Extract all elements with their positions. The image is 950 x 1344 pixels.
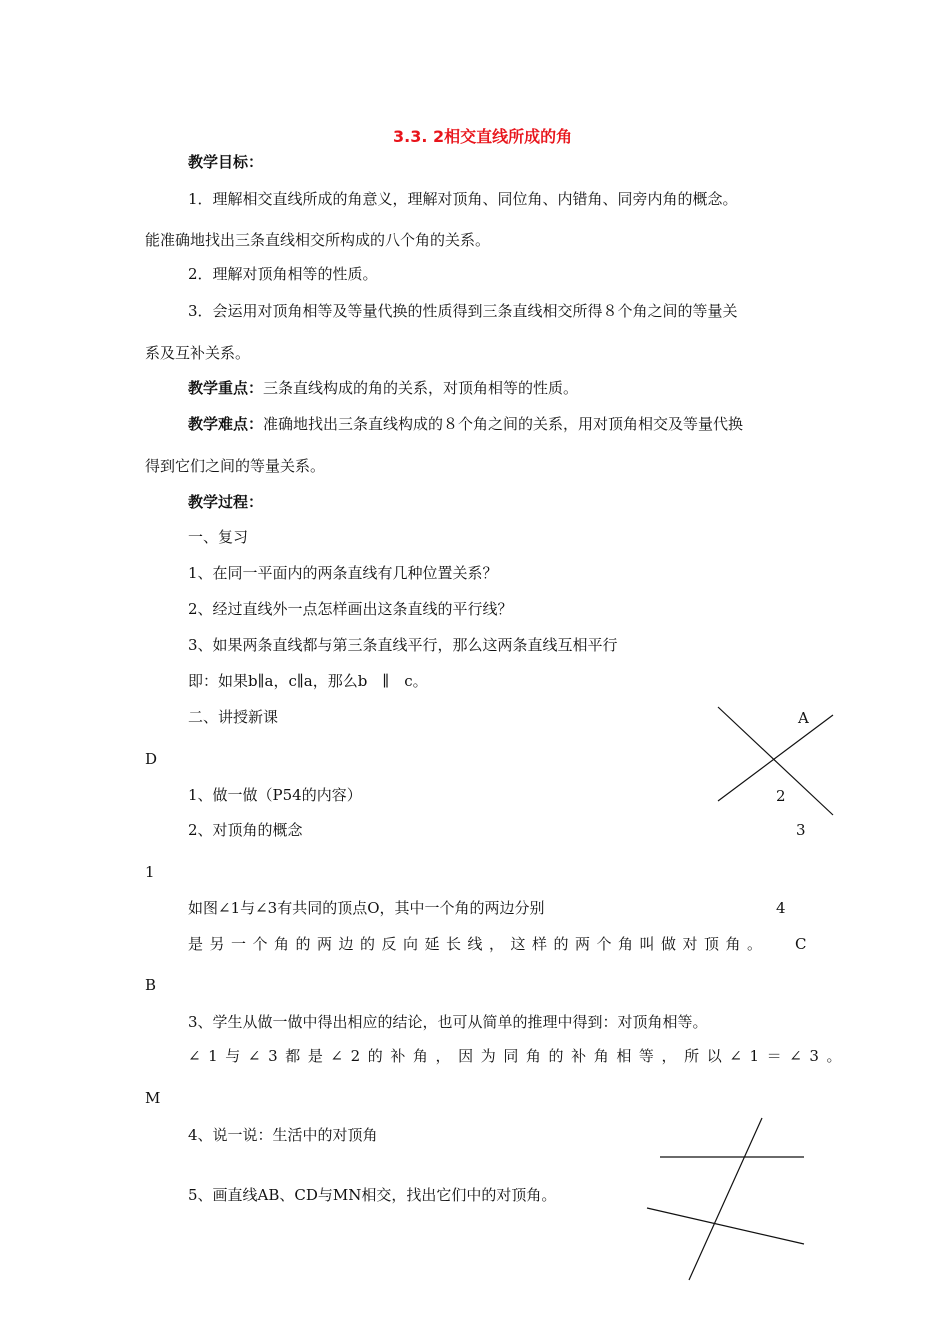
lesson-step-2-definition-2: 是另一个角的两边的反向延长线，这样的两个角叫做对顶角。	[188, 935, 769, 953]
difficulty-label: 教学难点：	[188, 415, 264, 433]
label-2: 2	[776, 787, 786, 805]
page-title: 3.3. 2相交直线所成的角	[393, 127, 573, 146]
lesson-step-5: 5、画直线AB、CD与MN相交，找出它们中的对顶角。	[188, 1186, 557, 1204]
key-point-label: 教学重点：	[188, 379, 264, 397]
goal-1-line-2: 能准确地找出三条直线相交所构成的八个角的关系。	[145, 231, 491, 249]
lesson-step-3-reasoning: ∠1与∠3都是∠2的补角，因为同角的补角相等，所以∠1＝∠3。	[188, 1047, 850, 1065]
review-q3: 3、如果两条直线都与第三条直线平行，那么这两条直线互相平行	[188, 636, 618, 654]
goal-2: 2．理解对顶角相等的性质。	[188, 265, 378, 283]
label-M: M	[145, 1089, 161, 1107]
intersecting-line-2	[718, 715, 833, 801]
intersecting-line-1	[718, 707, 833, 815]
lesson-step-1: 1、做一做（P54的内容）	[188, 786, 362, 804]
lesson-step-4: 4、说一说：生活中的对顶角	[188, 1126, 378, 1144]
goal-3-line-1: 3．会运用对顶角相等及等量代换的性质得到三条直线相交所得８个角之间的等量关	[188, 302, 738, 320]
lesson-step-2-definition-1: 如图∠1与∠3有共同的顶点O，其中一个角的两边分别	[188, 899, 545, 917]
lesson-step-3: 3、学生从做一做中得出相应的结论，也可从简单的推理中得到：对顶角相等。	[188, 1013, 708, 1031]
difficulty-line-2: 得到它们之间的等量关系。	[145, 457, 326, 475]
transversal-line	[689, 1118, 762, 1280]
label-D: D	[145, 750, 158, 768]
goals-heading: 教学目标：	[188, 153, 264, 171]
review-q3-example: 即：如果b∥a，c∥a，那么b ∥ c。	[188, 672, 428, 690]
goal-3-line-2: 系及互补关系。	[145, 344, 251, 362]
review-q1: 1、在同一平面内的两条直线有几种位置关系？	[188, 564, 498, 582]
label-A: A	[798, 709, 809, 727]
review-q2: 2、经过直线外一点怎样画出这条直线的平行线？	[188, 600, 513, 618]
label-4: 4	[776, 899, 786, 917]
lesson-step-2: 2、对顶角的概念	[188, 821, 303, 839]
goal-1-line-1: 1．理解相交直线所成的角意义，理解对顶角、同位角、内错角、同旁内角的概念。	[188, 190, 738, 208]
new-lesson-heading: 二、讲授新课	[188, 708, 279, 726]
key-point-text: 三条直线构成的角的关系，对顶角相等的性质。	[263, 379, 579, 397]
review-heading: 一、复习	[188, 528, 249, 546]
label-C: C	[795, 935, 807, 953]
process-heading: 教学过程：	[188, 493, 264, 511]
label-1: 1	[145, 863, 155, 881]
difficulty-text: 准确地找出三条直线构成的８个角之间的关系，用对顶角相交及等量代换	[263, 415, 744, 433]
label-B: B	[145, 976, 157, 994]
sloped-line	[647, 1208, 804, 1244]
label-3: 3	[796, 821, 806, 839]
